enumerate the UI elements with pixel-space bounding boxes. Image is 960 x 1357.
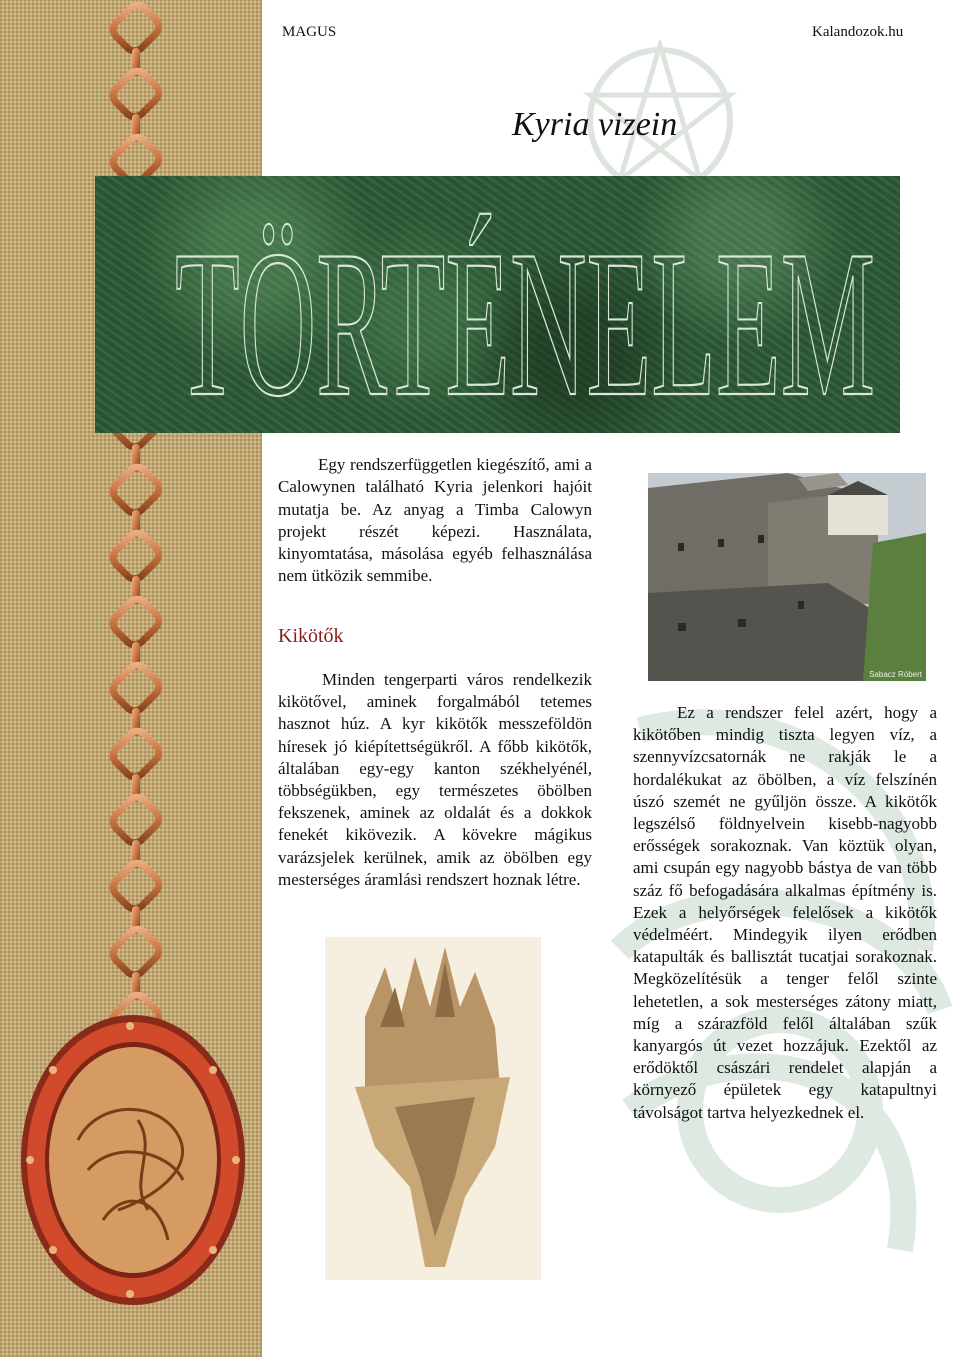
banner: [95, 176, 900, 433]
fortress-illustration: [648, 473, 926, 681]
castle-painting: [325, 937, 541, 1280]
photo-credit: Sabacz Róbert: [869, 670, 922, 679]
chain-link: [109, 1, 163, 55]
intro-text: Egy rendszerfüggetlen kiegészítő, ami a Calowynen található Kyria jelenkori hajóit mutatja be. Az anyag a Timba Calowyn projekt részét képezi. Használata, kinyomtatása, másolása egyéb felhasználása nem ütközik semmibe.: [278, 455, 592, 586]
intro-paragraph: [278, 454, 592, 588]
castle-illustration: [325, 937, 541, 1280]
header-left: MAGUS: [282, 24, 337, 40]
col2-text: Ez a rendszer felel azért, hogy a kikötőben mindig tiszta legyen víz, a szennyvízcsatornák ne rakják le a hordalékukat az öbölben, a víz felszínén úszó szemét ne gyűljön össze. A kikötők legszélső földnyelvein kisebb-nagyobb erősségek sorakoznak. Van köztük olyan, ami csupán egy nagyobb bástya de van több száz fő befogadására alkalmas építmény is. Ezek a helyőrségek felelősek a kikötők védelméért. Mindegyik ilyen erődben katapulták és ballisztát tucatjai sorakoznak. Megközelítésük a tenger felől szinte lehetetlen, a sok mesterséges zátony miatt, míg a szárazföld felől általában szűk kanyargós út vezet hozzájuk. Ezektől az erődöktől császári rendelet alapján a környező épületek egy katapultnyi távolságot tartva helyezkednek el.: [633, 703, 937, 1122]
column-left-paragraph: [278, 669, 592, 891]
medallion-icon: [18, 1010, 248, 1310]
chain-icon: [96, 0, 176, 1090]
section-heading: Kikötők: [278, 625, 344, 647]
col1-text: Minden tengerparti város rendelkezik kikötővel, aminek forgalmából tetemes hasznot húz. A kyr kikötők messzeföldön híresek jó kiépítettségükről. A főbb kikötők, általában egy-egy kanton székhelyénél, többségükben, egy természetes öbölben fekszenek, aminek az oldalát és a dokkok fenekét kikövezik. A kövekre mágikus varázsjelek kerülnek, amik az öbölben egy mesterséges áramlási rendszert hoznak létre.: [278, 670, 592, 889]
banner-title: [165, 194, 885, 414]
column-right-paragraph: [633, 702, 937, 1124]
fortress-photo: [648, 473, 926, 681]
banner-text: TÖRTÉNELEM: [175, 208, 876, 414]
header-right: Kalandozok.hu: [812, 24, 904, 40]
page-title: Kyria vizein: [512, 106, 678, 143]
